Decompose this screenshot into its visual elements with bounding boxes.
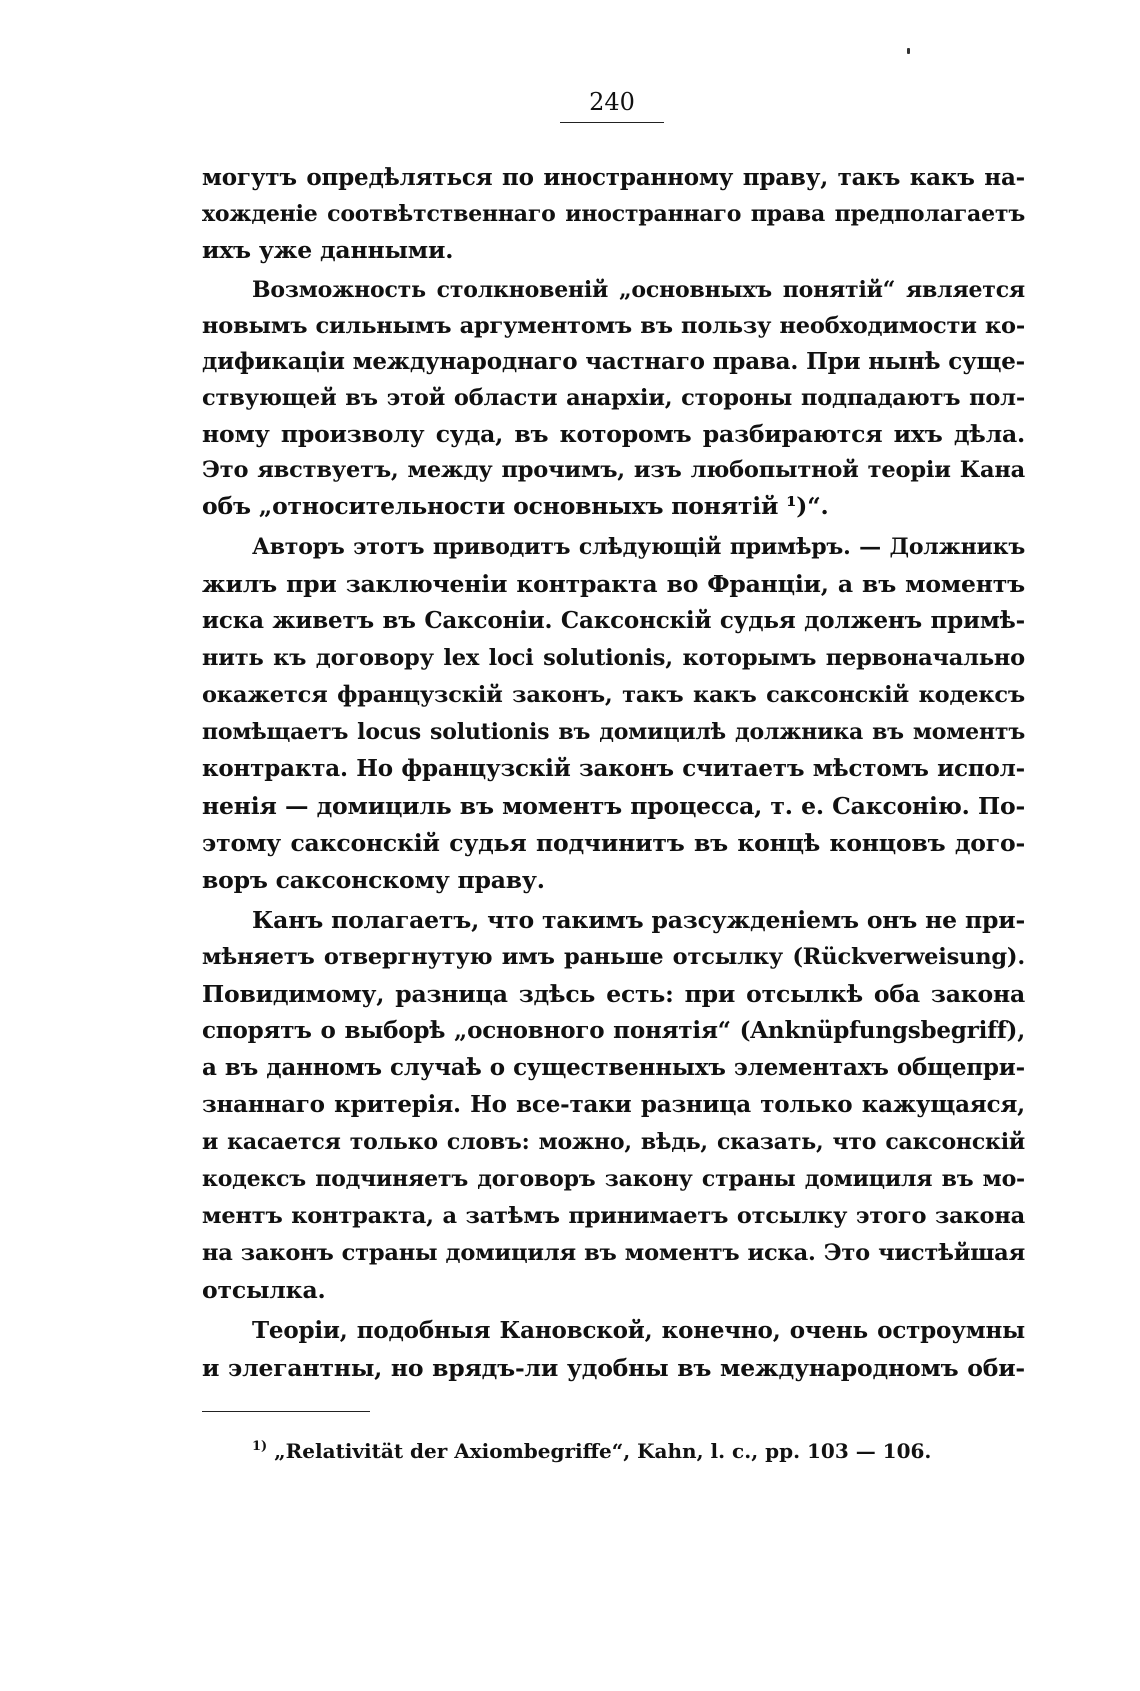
text-line: Возможность столкновеній „основныхъ понятій“ является xyxy=(252,277,1025,303)
text-line: объ „относительности основныхъ понятій ¹)“. xyxy=(202,492,829,520)
text-line: дификаціи международнаго частнаго права. При нынѣ суще- xyxy=(202,348,1025,375)
text-line: спорятъ о выборѣ „основного понятія“ (Anknüpfungsbegriff), xyxy=(202,1017,1025,1044)
text-line: Повидимому, разница здѣсь есть: при отсылкѣ оба закона xyxy=(202,980,1025,1008)
text-line: Теоріи, подобныя Кановской, конечно, очень остроумны xyxy=(252,1317,1025,1344)
text-line: воръ саксонскому праву. xyxy=(202,866,545,894)
text-line: помѣщаетъ locus solutionis въ домицилѣ должника въ моментъ xyxy=(202,719,1025,745)
text-line: отсылка. xyxy=(202,1276,326,1304)
text-line: нить къ договору lex loci solutionis, которымъ первоначально xyxy=(202,645,1025,671)
text-line: Это явствуетъ, между прочимъ, изъ любопытной теоріи Кана xyxy=(202,457,1025,483)
text-line: ному произволу суда, въ которомъ разбираются ихъ дѣла. xyxy=(202,420,1025,448)
text-line: знаннаго критерія. Но все-таки разница только кажущаяся, xyxy=(202,1091,1025,1118)
text-line: ствующей въ этой области анархіи, стороны подпадаютъ пол- xyxy=(202,385,1025,411)
text-line: ихъ уже данными. xyxy=(202,236,454,264)
text-line: Авторъ этотъ приводитъ слѣдующій примѣръ. — Должникъ xyxy=(252,534,1025,560)
footnote-marker: 1) xyxy=(252,1439,268,1454)
text-line: мѣняетъ отвергнутую имъ раньше отсылку (Rückverweisung). xyxy=(202,944,1025,970)
text-line: контракта. Но французскій законъ считаетъ мѣстомъ испол- xyxy=(202,755,1025,782)
text-line: могутъ опредѣляться по иностранному праву, такъ какъ на- xyxy=(202,164,1025,191)
text-line: хожденіе соотвѣтственнаго иностраннаго права предполагаетъ xyxy=(202,201,1025,227)
text-line: Канъ полагаетъ, что такимъ разсужденіемъ онъ не при- xyxy=(252,906,1025,934)
text-line: ненія — домициль въ моментъ процесса, т. е. Саксонію. По- xyxy=(202,792,1025,820)
text-line: на законъ страны домициля въ моментъ иска. Это чистѣйшая xyxy=(202,1240,1025,1266)
footnote-rule xyxy=(202,1411,370,1412)
text-line: окажется французскій законъ, такъ какъ саксонскій кодексъ xyxy=(202,682,1025,708)
text-line: и элегантны, но врядъ-ли удобны въ международномъ оби- xyxy=(202,1354,1025,1382)
page-number: 240 xyxy=(560,90,664,123)
text-line: и касается только словъ: можно, вѣдь, сказать, что саксонскій xyxy=(202,1129,1025,1155)
text-line: иска живетъ въ Саксоніи. Саксонскій судья долженъ примѣ- xyxy=(202,607,1025,634)
footnote-text: „Relativität der Axiombegriffe“, Kahn, l. c., pp. 103 — 106. xyxy=(267,1439,932,1463)
text-line: этому саксонскій судья подчинитъ въ концѣ концовъ дого- xyxy=(202,829,1025,857)
text-line: кодексъ подчиняетъ договоръ закону страны домициля въ мо- xyxy=(202,1166,1025,1192)
text-line: ментъ контракта, а затѣмъ принимаетъ отсылку этого закона xyxy=(202,1203,1025,1229)
text-line: новымъ сильнымъ аргументомъ въ пользу необходимости ко- xyxy=(202,313,1025,339)
footnote xyxy=(252,1432,931,1466)
text-line: жилъ при заключеніи контракта во Франціи, а въ моментъ xyxy=(202,570,1025,598)
text-line: а въ данномъ случаѣ о существенныхъ элементахъ общепри- xyxy=(202,1054,1025,1081)
scan-speck xyxy=(907,48,910,54)
